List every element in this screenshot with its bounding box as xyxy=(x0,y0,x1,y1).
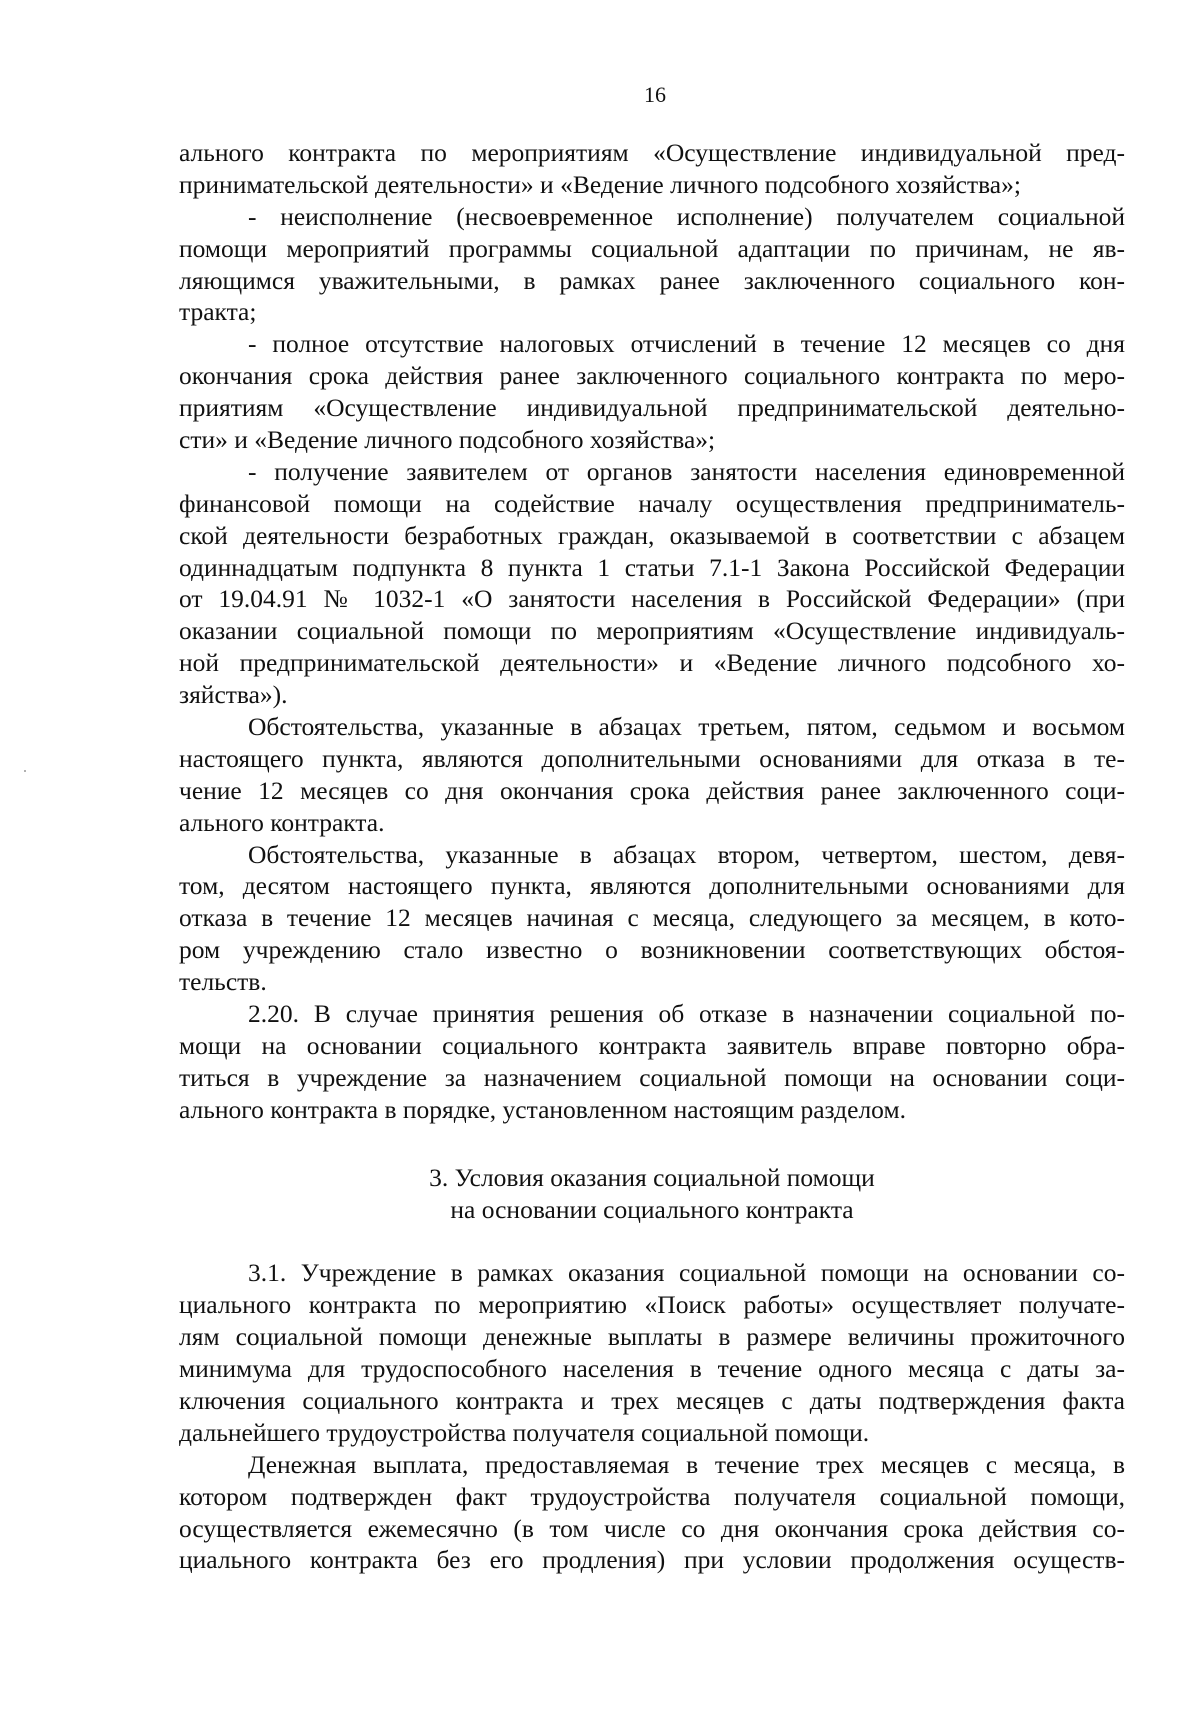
body-text xyxy=(179,137,1125,1576)
text-line: одиннадцатым подпункта 8 пункта 1 статьи 7.1-1 Закона Российской Федерации xyxy=(179,552,1125,582)
text-line: ляющимся уважительными, в рамках ранее заключенного социального кон- xyxy=(179,265,1125,295)
text-line: ключения социального контракта и трех месяцев с даты подтверждения факта xyxy=(179,1385,1125,1415)
text-line: - получение заявителем от органов занятости населения единовременной xyxy=(248,456,1125,486)
spacer xyxy=(179,1126,1125,1162)
text-line: котором подтвержден факт трудоустройства получателя социальной помощи, xyxy=(179,1481,1125,1511)
text-line: ального контракта. xyxy=(179,807,385,837)
text-line: помощи мероприятий программы социальной адаптации по причинам, не яв- xyxy=(179,233,1125,263)
text-line: ной предпринимательской деятельности» и «Ведение личного подсобного хо- xyxy=(179,648,1125,678)
text-line: сти» и «Ведение личного подсобного хозяйства»; xyxy=(179,425,716,455)
text-line: ской деятельности безработных граждан, оказываемой в соответствии с абзацем xyxy=(179,520,1125,550)
text-line: циального контракта по мероприятию «Поиск работы» осуществляет получате- xyxy=(179,1290,1125,1320)
text-line: том, десятом настоящего пункта, являются дополнительными основаниями для xyxy=(179,871,1125,901)
text-line: циального контракта без его продления) при условии продолжения осуществ- xyxy=(179,1545,1125,1575)
text-line: чение 12 месяцев со дня окончания срока действия ранее заключенного соци- xyxy=(179,775,1125,805)
text-line: лям социальной помощи денежные выплаты в размере величины прожиточного xyxy=(179,1322,1125,1352)
text-line: от 19.04.91 № 1032-1 «О занятости населения в Российской Федерации» (при xyxy=(179,584,1125,614)
scan-speck xyxy=(24,770,26,772)
text-line: тракта; xyxy=(179,297,257,327)
text-line: - полное отсутствие налоговых отчислений в течение 12 месяцев со дня xyxy=(248,329,1125,359)
text-line: - неисполнение (несвоевременное исполнение) получателем социальной xyxy=(248,201,1125,231)
text-line: ального контракта по мероприятиям «Осуществление индивидуальной пред- xyxy=(179,138,1125,167)
spacer xyxy=(179,1225,1125,1257)
text-line: осуществляется ежемесячно (в том числе со дня окончания срока действия со- xyxy=(179,1513,1125,1543)
text-line: титься в учреждение за назначением социальной помощи на основании соци- xyxy=(179,1062,1125,1092)
text-line: оказании социальной помощи по мероприятиям «Осуществление индивидуаль- xyxy=(179,616,1125,646)
text-line: мощи на основании социального контракта заявитель вправе повторно обра- xyxy=(179,1030,1125,1060)
section-heading: на основании социального контракта xyxy=(450,1194,854,1224)
text-line: приятиям «Осуществление индивидуальной предпринимательской деятельно- xyxy=(179,393,1125,423)
text-line: зяйства»). xyxy=(179,680,288,710)
text-line: финансовой помощи на содействие началу осуществления предприниматель- xyxy=(179,488,1125,518)
text-line: ального контракта в порядке, установленном настоящим разделом. xyxy=(179,1094,906,1124)
text-line: 2.20. В случае принятия решения об отказе в назначении социальной по- xyxy=(248,999,1125,1029)
text-line: дальнейшего трудоустройства получателя социальной помощи. xyxy=(179,1417,870,1447)
text-line: ром учреждению стало известно о возникновении соответствующих обстоя- xyxy=(179,935,1125,965)
text-line: настоящего пункта, являются дополнительными основаниями для отказа в те- xyxy=(179,743,1125,773)
text-line: 3.1. Учреждение в рамках оказания социальной помощи на основании со- xyxy=(248,1258,1125,1288)
text-line: Денежная выплата, предоставляемая в течение трех месяцев с месяца, в xyxy=(248,1449,1125,1479)
text-line: тельств. xyxy=(179,967,267,997)
text-line: отказа в течение 12 месяцев начиная с месяца, следующего за месяцем, в кото- xyxy=(179,903,1125,933)
text-line: Обстоятельства, указанные в абзацах третьем, пятом, седьмом и восьмом xyxy=(248,712,1125,742)
text-line: окончания срока действия ранее заключенного социального контракта по меро- xyxy=(179,361,1125,391)
text-line: минимума для трудоспособного населения в течение одного месяца с даты за- xyxy=(179,1354,1125,1384)
section-heading: 3. Условия оказания социальной помощи xyxy=(429,1162,875,1192)
text-line: Обстоятельства, указанные в абзацах втором, четвертом, шестом, девя- xyxy=(248,839,1125,869)
text-line: принимательской деятельности» и «Ведение личного подсобного хозяйства»; xyxy=(179,169,1021,199)
page-number: 16 xyxy=(644,82,666,107)
